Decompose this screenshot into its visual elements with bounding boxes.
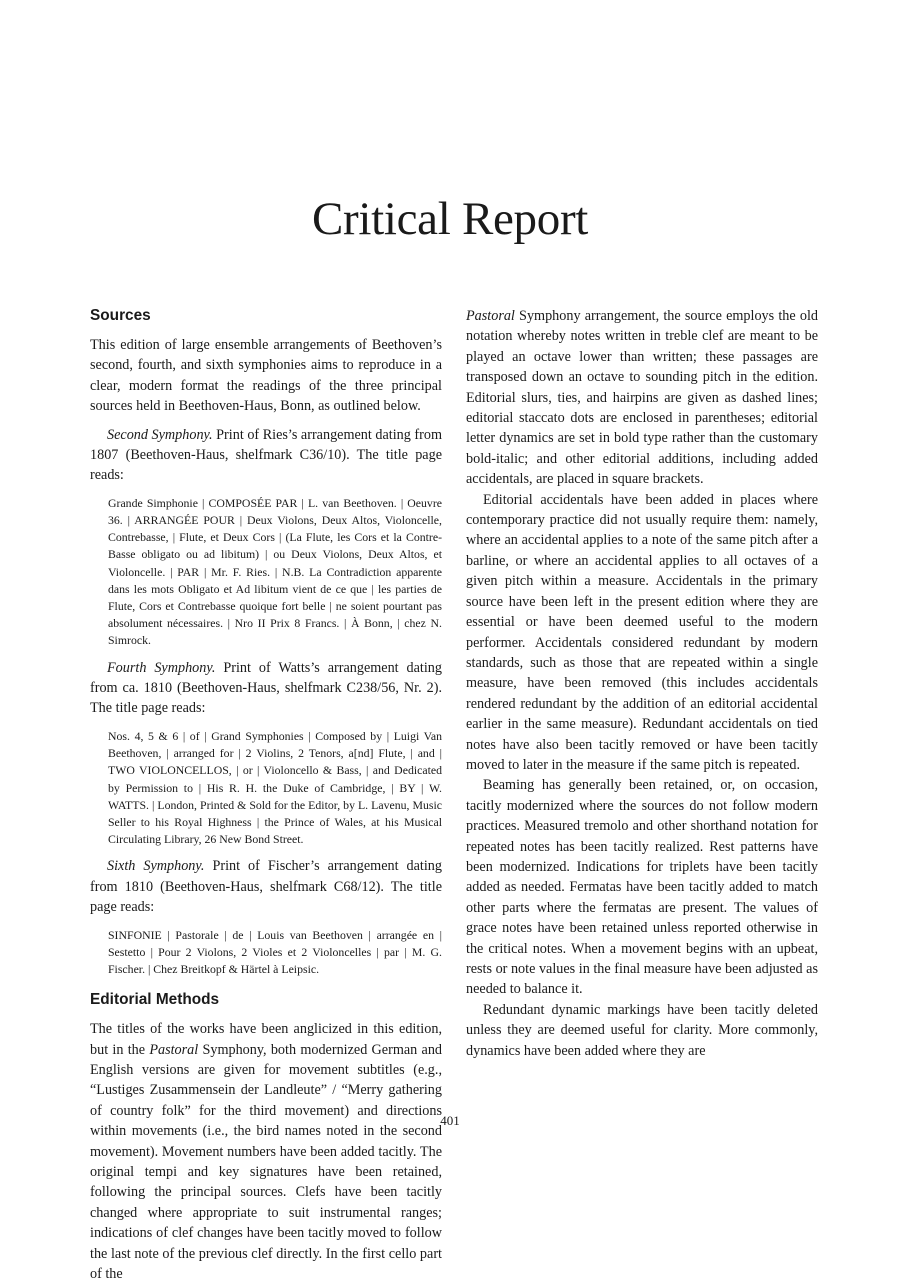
page-title: Critical Report xyxy=(311,193,589,245)
second-symphony-text: Print of Ries’s arrangement dating from 1807 (Beethoven-Haus, shelfmark C36/10). The title page reads: xyxy=(90,426,442,484)
sources-heading: Sources xyxy=(90,307,151,324)
editorial-methods-p1-continued xyxy=(466,306,818,490)
sixth-symphony-label: Sixth Symphony. xyxy=(107,858,205,875)
fourth-symphony-label: Fourth Symphony. xyxy=(107,659,216,676)
methods-p1-pastoral: Pastoral xyxy=(149,1041,199,1058)
fourth-symphony-text: Print of Watts’s arrangement dating from ca. 1810 (Beethoven-Haus, shelfmark C238/56, Nr. 2). The title page reads: xyxy=(90,659,442,717)
second-symphony-title-page: Grande Simphonie | COMPOSÉE PAR | L. van Beethoven. | Oeuvre 36. | ARRANGÉE POUR | Deux Violons, Deux Altos, Violoncelle, Contrebasse, | Flute, et Deux Cors | (La Flute, les Cors et la Contre-Basse obligato ou ad libitum) | ou Deux Violons, Deux Altos, et Violoncelle. | PAR | Mr. F. Ries. | N.B. La Contradiction apparente dans les mots Obligato et Ad libitum vient de ce que | les parties de Flute, Cors et Contrebasse quoique fort belle | ne soient pourtant pas absolument nécessaires. | Nro II Prix 8 Francs. | À Bonn, | chez N. Simrock. xyxy=(108,495,442,648)
page-number: 401 xyxy=(440,1113,460,1128)
left-column xyxy=(90,306,442,1284)
editorial-methods-p4: Redundant dynamic markings have been tacitly deleted unless they are deemed useful for clarity. More commonly, dynamics have been added where they are xyxy=(466,1001,818,1059)
methods-p1-a: The titles of the works have been anglicized in this edition, but in the xyxy=(90,1021,442,1058)
sixth-symphony-text: Print of Fischer’s arrangement dating from 1810 (Beethoven-Haus, shelfmark C68/12). The title page reads: xyxy=(90,858,442,916)
editorial-methods-p1-start xyxy=(90,1019,442,1284)
sources-intro: This edition of large ensemble arrangements of Beethoven’s second, fourth, and sixth symphonies aims to reproduce in a clear, modern format the readings of the three principal sources held in Beethoven-Haus, Bonn, as outlined below. xyxy=(90,337,442,415)
second-symphony-source xyxy=(90,425,442,486)
methods-p1-b: Symphony, both modernized German and English versions are given for movement subtitles (e.g., “Lustiges Zusammensein der Landleute” / “Merry gathering of country folk” for the third movement) and directions within movements (i.e., the bird names noted in the second movement). Movement numbers have been added tacitly. The original tempi and key signatures have been retained, following the principal sources. Clefs have been tacitly changed where appropriate to suit instrumental ranges; indications of clef changes have been tacitly moved to follow the last note of the previous clef directly. In the first cello part of the xyxy=(90,1041,443,1283)
editorial-methods-p3: Beaming has generally been retained, or, on occasion, tacitly modernized where the sources do not follow modern practices. Measured tremolo and other shorthand notation for repeated notes has been tacitly realized. Rest patterns have been modernized. Indications for triplets have been tacitly added as needed. Fermatas have been tacitly added to match other parts where the fermatas are present. The values of grace notes have been retained unless reported otherwise in the critical notes. When a movement begins with an upbeat, rests or note values in the final measure have been adjusted as needed to balance it. xyxy=(466,777,818,998)
editorial-methods-p2: Editorial accidentals have been added in places where contemporary practice did not usually require them: namely, where an accidental applies to a note of the same pitch after a barline, or where an accidental applies to all octaves of a given pitch within a measure. Accidentals in the primary source have been left in the present edition where they are essential or have been deemed useful to the modern performer. Accidentals considered redundant by modern standards, such as those that are repeated within a single measure, have been removed (this includes accidentals rendered redundant by the addition of an editorial accidental earlier in the same measure). Redundant accidentals on tied notes have also been tacitly removed or have been tacitly moved to later in the measure if the same pitch is repeated. xyxy=(466,491,818,773)
editorial-methods-heading: Editorial Methods xyxy=(90,991,220,1009)
methods-p1-pastoral-2: Pastoral xyxy=(466,308,515,324)
fourth-symphony-source xyxy=(90,658,442,719)
methods-p1-c: Symphony arrangement, the source employs the old notation whereby notes written in treble clef are meant to be played an octave lower than written; these passages are transposed down an octave to sounding pitch in the edition. Editorial slurs, ties, and hairpins are given as dashed lines; editorial staccato dots are enclosed in parentheses; editorial letter dynamics are set in bold type rather than the customary bold-italic; and other editorial additions, including added accidentals, are placed in square brackets. xyxy=(466,308,818,488)
sixth-symphony-source xyxy=(90,856,442,917)
sixth-symphony-title-page: SINFONIE | Pastorale | de | Louis van Beethoven | arrangée en | Sestetto | Pour 2 Violons, 2 Violes et 2 Violoncelles | par | M. G. Fischer. | Chez Breitkopf & Härtel à Leipsic. xyxy=(108,927,442,976)
second-symphony-label: Second Symphony. xyxy=(107,426,213,443)
right-column xyxy=(466,306,818,1061)
fourth-symphony-title-page: Nos. 4, 5 & 6 | of | Grand Symphonies | Composed by | Luigi Van Beethoven, | arranged for | 2 Violins, 2 Tenors, a[nd] Flute, | and | TWO VIOLONCELLOS, | or | Violoncello & Bass, | and Dedicated by Permission to | His R. H. the Duke of Cambridge, | BY | W. WATTS. | London, Printed & Sold for the Editor, by L. Lavenu, Music Seller to his Royal Highness | the Prince of Wales, at his Musical Circulating Library, 26 New Bond Street. xyxy=(108,728,442,847)
